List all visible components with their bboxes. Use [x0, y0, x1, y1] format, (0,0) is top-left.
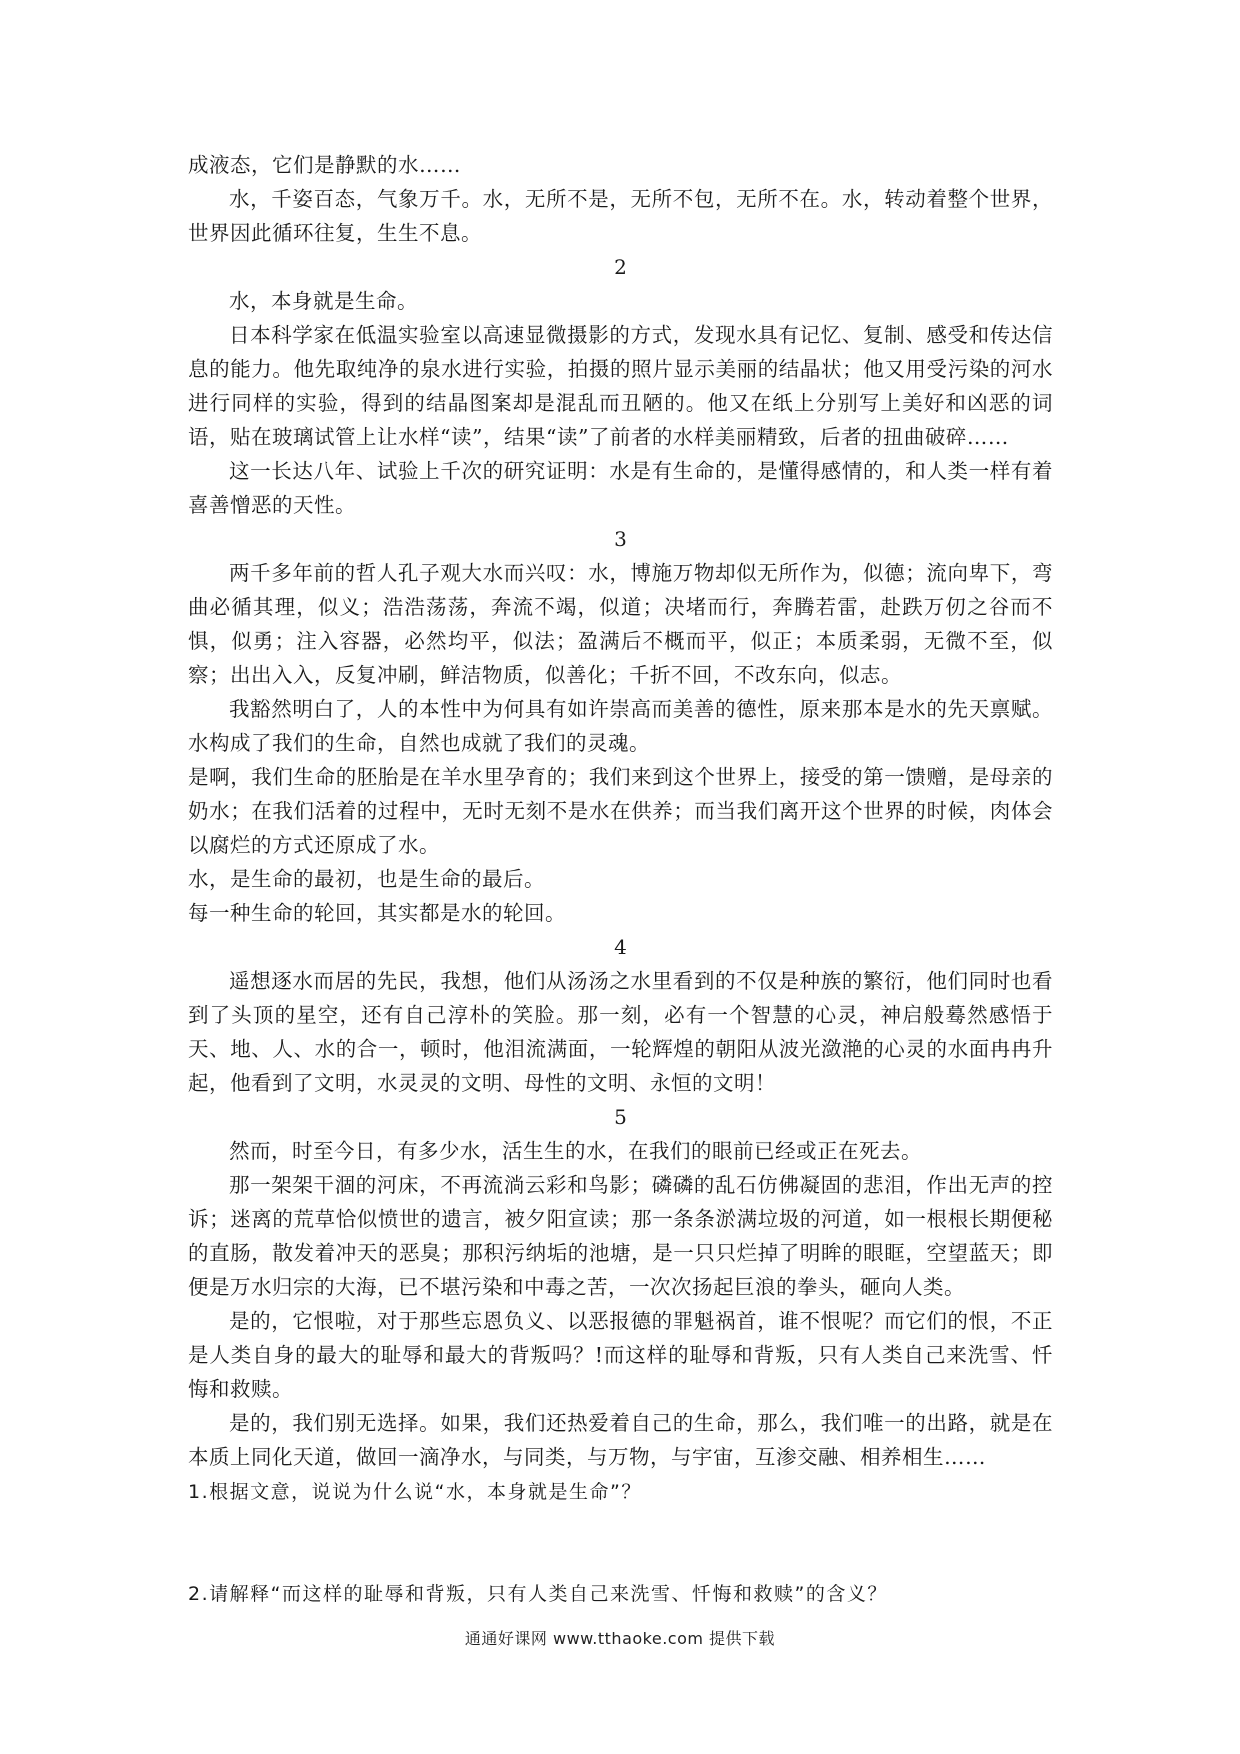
paragraph: 然而，时至今日，有多少水，活生生的水，在我们的眼前已经或正在死去。 [229, 1139, 922, 1163]
paragraph: 遥想逐水而居的先民，我想，他们从汤汤之水里看到的不仅是种族的繁衍，他们同时也看到了头顶的星空，还有自己淳朴的笑脸。那一刻，必有一个智慧的心灵，神启般蓦然感悟于天、地、人、水的合一，顿时，他泪流满面，一轮辉煌的朝阳从波光潋滟的心灵的水面冉冉升起，他看到了文明，水灵灵的文明、母性的文明、永恒的文明！ [188, 969, 1053, 1095]
section-number: 2 [614, 255, 627, 279]
paragraph: 水，是生命的最初，也是生命的最后。 [188, 867, 545, 891]
paragraph: 每一种生命的轮回，其实都是水的轮回。 [188, 901, 566, 925]
paragraph: 是的，它恨啦，对于那些忘恩负义、以恶报德的罪魁祸首，谁不恨呢？而它们的恨，不正是人类自身的最大的耻辱和最大的背叛吗？!而这样的耻辱和背叛，只有人类自己来洗雪、忏悔和救赎。 [188, 1309, 1053, 1401]
paragraph: 水，本身就是生命。 [229, 289, 418, 313]
paragraph: 是的，我们别无选择。如果，我们还热爱着自己的生命，那么，我们唯一的出路，就是在本质上同化天道，做回一滴净水，与同类，与万物，与宇宙，互渗交融、相养相生…… [188, 1411, 1053, 1469]
paragraph: 成液态，它们是静默的水…… [188, 153, 461, 177]
paragraph: 水，千姿百态，气象万千。水，无所不是，无所不包，无所不在。水，转动着整个世界，世界因此循环往复，生生不息。 [188, 187, 1053, 245]
paragraph: 我豁然明白了，人的本性中为何具有如许崇高而美善的德性，原来那本是水的先天禀赋。水构成了我们的生命，自然也成就了我们的灵魂。 [188, 697, 1053, 755]
section-number: 3 [614, 527, 627, 551]
section-number: 5 [614, 1105, 627, 1129]
section-number: 4 [614, 935, 627, 959]
question-1: 1.根据文意，说说为什么说“水，本身就是生命”？ [188, 1481, 642, 1503]
document-body [188, 148, 1053, 1610]
footer-watermark: 通通好课网 www.tthaoke.com 提供下载 [464, 1629, 776, 1648]
paragraph: 这一长达八年、试验上千次的研究证明：水是有生命的，是懂得感情的，和人类一样有着喜善憎恶的天性。 [188, 459, 1053, 517]
paragraph: 那一架架干涸的河床，不再流淌云彩和鸟影；磷磷的乱石仿佛凝固的悲泪，作出无声的控诉；迷离的荒草恰似愤世的遗言，被夕阳宣读；那一条条淤满垃圾的河道，如一根根长期便秘的直肠，散发着冲天的恶臭；那积污纳垢的池塘，是一只只烂掉了明眸的眼眶，空望蓝天；即便是万水归宗的大海，已不堪污染和中毒之苦，一次次扬起巨浪的拳头，砸向人类。 [188, 1173, 1053, 1299]
paragraph: 两千多年前的哲人孔子观大水而兴叹：水，博施万物却似无所作为，似德；流向卑下，弯曲必循其理，似义；浩浩荡荡，奔流不竭，似道；决堵而行，奔腾若雷，赴跌万仞之谷而不惧，似勇；注入容器，必然均平，似法；盈满后不概而平，似正；本质柔弱，无微不至，似察；出出入入，反复冲刷，鲜洁物质，似善化；千折不回，不改东向，似志。 [188, 561, 1053, 687]
paragraph: 是啊，我们生命的胚胎是在羊水里孕育的；我们来到这个世界上，接受的第一馈赠，是母亲的奶水；在我们活着的过程中，无时无刻不是水在供养；而当我们离开这个世界的时候，肉体会以腐烂的方式还原成了水。 [188, 765, 1053, 857]
question-2: 2.请解释“而这样的耻辱和背叛，只有人类自己来洗雪、忏悔和救赎”的含义？ [188, 1583, 888, 1605]
paragraph: 日本科学家在低温实验室以高速显微摄影的方式，发现水具有记忆、复制、感受和传达信息的能力。他先取纯净的泉水进行实验，拍摄的照片显示美丽的结晶状；他又用受污染的河水进行同样的实验，得到的结晶图案却是混乱而丑陋的。他又在纸上分别写上美好和凶恶的词语，贴在玻璃试管上让水样“读”，结果“读”了前者的水样美丽精致，后者的扭曲破碎…… [188, 323, 1053, 449]
